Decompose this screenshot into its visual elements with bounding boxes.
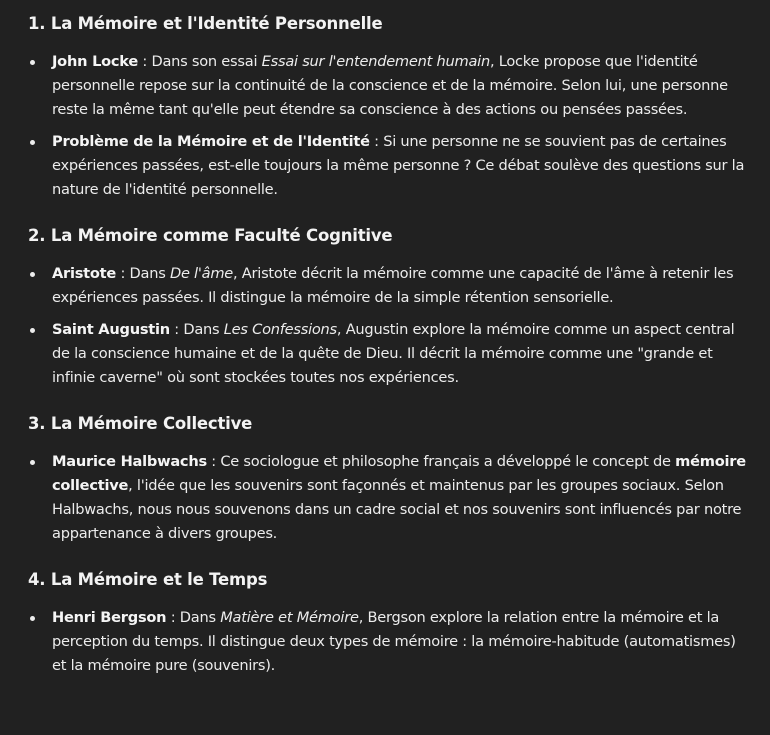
bullet-icon — [30, 460, 35, 465]
item-name: Aristote — [52, 265, 117, 282]
bullet-icon — [30, 328, 35, 333]
bullet-icon — [30, 616, 35, 621]
key-term: mémoire collective — [52, 453, 746, 494]
bullet-list — [28, 262, 750, 390]
section-heading: 2. La Mémoire comme Faculté Cognitive — [28, 226, 393, 245]
bullet-list — [28, 606, 750, 678]
section-collective — [28, 412, 750, 546]
list-item: Saint Augustin : Dans Les Confessions, Augustin explore la mémoire comme un aspect central de la conscience humaine et de la quête de Dieu. Il décrit la mémoire comme une "grande et infinie caverne" où sont stockées toutes nos expériences. — [28, 318, 750, 390]
bullet-icon — [30, 272, 35, 277]
item-name: Saint Augustin — [52, 321, 170, 338]
section-identity — [28, 12, 750, 202]
section-heading: 3. La Mémoire Collective — [28, 414, 253, 433]
item-name: Henri Bergson — [52, 609, 167, 626]
section-heading: 1. La Mémoire et l'Identité Personnelle — [28, 14, 383, 33]
item-name: Problème de la Mémoire et de l'Identité — [52, 133, 370, 150]
bullet-icon — [30, 60, 35, 65]
bullet-icon — [30, 140, 35, 145]
list-item: John Locke : Dans son essai Essai sur l'entendement humain, Locke propose que l'identité personnelle repose sur la continuité de la conscience et de la mémoire. Selon lui, une personne reste la même tant qu'elle peut étendre sa conscience à des actions ou pensées passées. — [28, 50, 750, 122]
work-title: De l'âme — [169, 265, 234, 282]
work-title: Matière et Mémoire — [220, 609, 359, 626]
bullet-list — [28, 50, 750, 202]
work-title: Les Confessions — [223, 321, 337, 338]
section-cognitive — [28, 224, 750, 390]
section-time — [28, 568, 750, 678]
work-title: Essai sur l'entendement humain — [261, 53, 490, 70]
list-item: Problème de la Mémoire et de l'Identité : Si une personne ne se souvient pas de certaines expériences passées, est-elle toujours la même personne ? Ce débat soulève des questions sur la nature de l'identité personnelle. — [28, 130, 750, 202]
item-name: Maurice Halbwachs — [52, 453, 207, 470]
list-item: Henri Bergson : Dans Matière et Mémoire, Bergson explore la relation entre la mémoire et la perception du temps. Il distingue deux types de mémoire : la mémoire-habitude (automatismes) et la mémoire pure (souvenirs). — [28, 606, 750, 678]
bullet-list — [28, 450, 750, 546]
list-item: Aristote : Dans De l'âme, Aristote décrit la mémoire comme une capacité de l'âme à retenir les expériences passées. Il distingue la mémoire de la simple rétention sensorielle. — [28, 262, 750, 310]
list-item: Maurice Halbwachs : Ce sociologue et philosophe français a développé le concept de mémoire collective, l'idée que les souvenirs sont façonnés et maintenus par les groupes sociaux. Selon Halbwachs, nous nous souvenons dans un cadre social et nos souvenirs sont influencés par notre appartenance à divers groupes. — [28, 450, 750, 546]
item-name: John Locke — [52, 53, 139, 70]
section-heading: 4. La Mémoire et le Temps — [28, 570, 268, 589]
